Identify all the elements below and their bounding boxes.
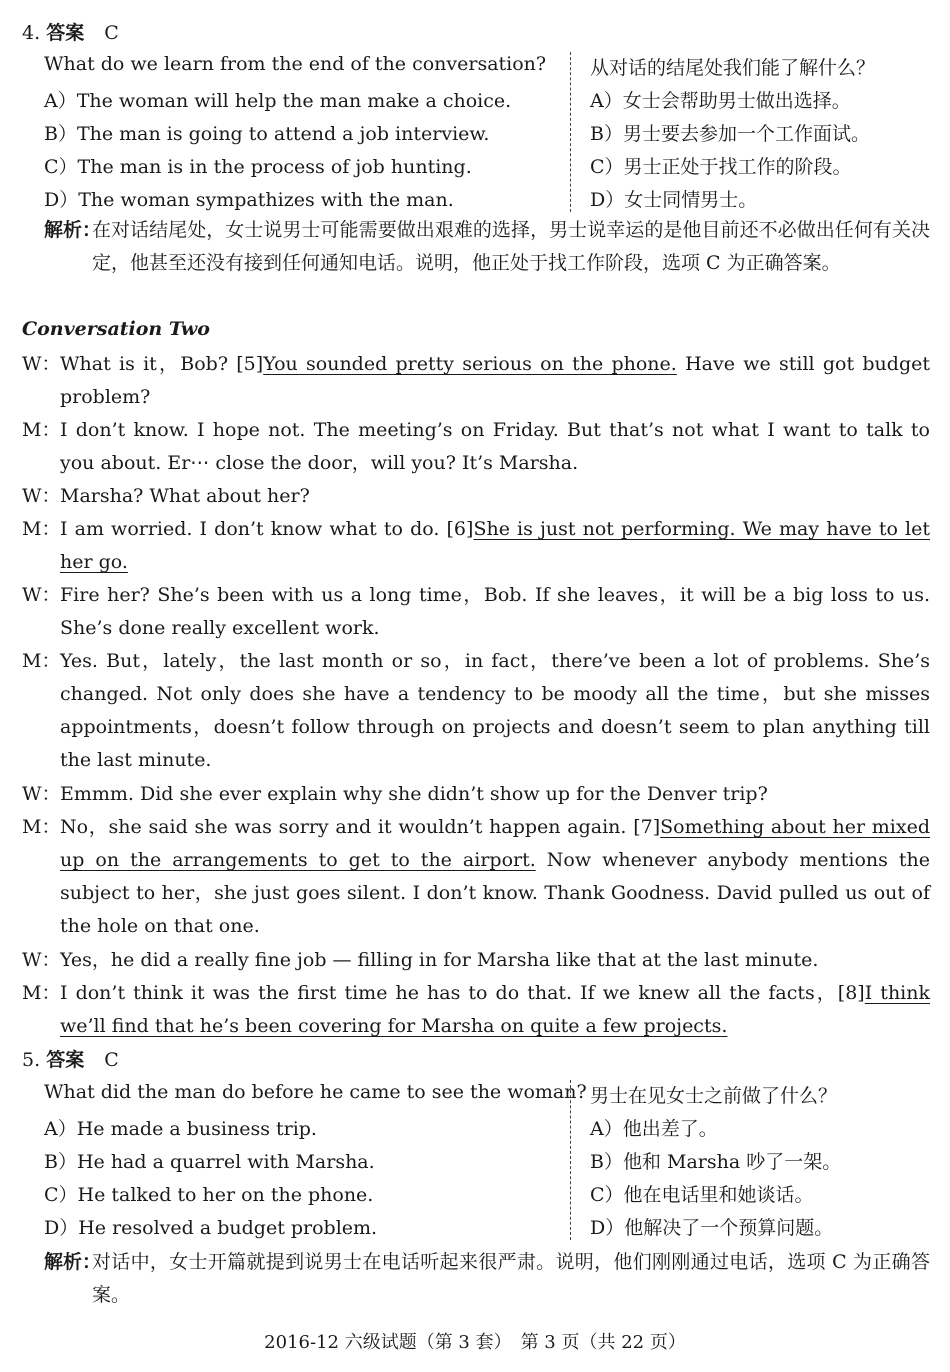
turn-text	[22, 778, 930, 811]
turn-text-plain: No，she said she was sorry and it wouldn’t happen again. [7]	[60, 816, 661, 838]
turn-text-plain: Yes，he did a really fine job — filling in for Marsha like that at the last minute.	[60, 949, 819, 971]
q4-explanation-text: 在对话结尾处，女士说男士可能需要做出艰难的选择，男士说幸运的是他目前还不必做出任何有关决定，他甚至还没有接到任何通知电话。说明，他正处于找工作阶段，选项 C 为正确答案。	[92, 219, 930, 274]
turn-text-plain-after: Now whenever anybody mentions the subject to her，she just goes silent. I don’t know. Thank Goodness. David pulled us out of the hole on that one.	[60, 849, 930, 937]
turn-text	[22, 513, 930, 579]
q4-column-divider	[570, 52, 571, 212]
dialogue-turn	[22, 348, 930, 414]
q4-option-b-en: B）The man is going to attend a job interview.	[44, 123, 490, 145]
q4-option-c-cn: C）男士正处于找工作的阶段。	[590, 156, 852, 178]
turn-text-plain: Fire her? She’s been with us a long time，Bob. If she leaves，it will be a big loss to us. She’s done really excellent work.	[60, 584, 930, 639]
q5-option-c-en: C）He talked to her on the phone.	[44, 1184, 374, 1206]
q5-option-b-cn: B）他和 Marsha 吵了一架。	[590, 1151, 842, 1173]
q4-answer-label: 答案	[46, 22, 85, 44]
q5-explanation	[44, 1246, 930, 1312]
speaker-label: M：	[22, 650, 61, 672]
turn-text	[22, 645, 930, 777]
turn-text-plain-after: Have we still got budget problem?	[60, 353, 930, 408]
q4-answer: C	[104, 22, 119, 44]
q5-option-d-cn: D）他解决了一个预算问题。	[590, 1217, 834, 1239]
conversation-title: Conversation Two	[22, 318, 210, 340]
q4-explanation-label: 解析：	[44, 219, 102, 241]
q4-option-d-en: D）The woman sympathizes with the man.	[44, 189, 454, 211]
q4-explanation	[44, 214, 930, 280]
turn-text	[22, 414, 930, 480]
dialogue-turn	[22, 645, 930, 777]
q4-option-c-en: C）The man is in the process of job hunting.	[44, 156, 472, 178]
q4-question-en: What do we learn from the end of the conversation?	[44, 53, 547, 75]
q4-option-d-cn: D）女士同情男士。	[590, 189, 758, 211]
turn-text-underlined: Something about her mixed up on the arrangements to get to the airport.	[60, 816, 931, 871]
q5-answer: C	[104, 1049, 119, 1071]
speaker-label: W：	[22, 485, 61, 507]
speaker-label: W：	[22, 949, 61, 971]
dialogue-turn	[22, 513, 930, 579]
turn-text-plain: I don’t know. I hope not. The meeting’s on Friday. But that’s not what I want to talk to you about. Er⋯ close the door，will you? It’s Marsha.	[60, 419, 930, 474]
q4-question-cn: 从对话的结尾处我们能了解什么？	[590, 57, 876, 79]
turn-text-plain: I am worried. I don’t know what to do. [6]	[60, 518, 474, 540]
speaker-label: M：	[22, 518, 61, 540]
speaker-label: M：	[22, 419, 61, 441]
q5-option-b-en: B）He had a quarrel with Marsha.	[44, 1151, 375, 1173]
q5-question-en: What did the man do before he came to see the woman?	[44, 1081, 587, 1103]
q5-option-d-en: D）He resolved a budget problem.	[44, 1217, 378, 1239]
dialogue-turn	[22, 977, 930, 1043]
turn-text-plain: Emmm. Did she ever explain why she didn’t show up for the Denver trip?	[60, 783, 768, 805]
turn-text-underlined: She is just not performing. We may have to let her go.	[60, 518, 930, 573]
dialogue-turn	[22, 811, 930, 943]
q5-option-c-cn: C）他在电话里和她谈话。	[590, 1184, 814, 1206]
turn-text-underlined: You sounded pretty serious on the phone.	[263, 353, 677, 375]
turn-text	[22, 944, 930, 977]
q5-option-a-cn: A）他出差了。	[590, 1118, 718, 1140]
dialogue-turn	[22, 944, 930, 977]
turn-text-plain: What is it，Bob? [5]	[60, 353, 264, 375]
q5-number: 5.	[22, 1049, 41, 1071]
q5-question-cn: 男士在见女士之前做了什么？	[590, 1085, 838, 1107]
q4-option-b-cn: B）男士要去参加一个工作面试。	[590, 123, 870, 145]
page-footer: 2016-12 六级试题（第 3 套） 第 3 页（共 22 页）	[264, 1332, 686, 1353]
speaker-label: W：	[22, 584, 61, 606]
turn-text	[22, 811, 930, 943]
turn-text	[22, 579, 930, 645]
q5-explanation-label: 解析：	[44, 1251, 102, 1273]
q5-answer-label: 答案	[46, 1049, 85, 1071]
dialogue-turn	[22, 414, 930, 480]
speaker-label: W：	[22, 353, 61, 375]
speaker-label: M：	[22, 982, 61, 1004]
q4-number: 4.	[22, 22, 41, 44]
q5-explanation-text: 对话中，女士开篇就提到说男士在电话听起来很严肃。说明，他们刚刚通过电话，选项 C 为正确答案。	[92, 1251, 930, 1306]
dialogue-turn	[22, 579, 930, 645]
turn-text	[22, 977, 930, 1043]
turn-text	[22, 480, 930, 513]
q4-option-a-en: A）The woman will help the man make a choice.	[44, 90, 512, 112]
dialogue-turn	[22, 480, 930, 513]
dialogue-turn	[22, 778, 930, 811]
q4-header	[22, 18, 119, 45]
speaker-label: M：	[22, 816, 61, 838]
turn-text-plain: Marsha? What about her?	[60, 485, 310, 507]
q5-option-a-en: A）He made a business trip.	[44, 1118, 317, 1140]
q4-option-a-cn: A）女士会帮助男士做出选择。	[590, 90, 851, 112]
q5-column-divider	[570, 1080, 571, 1240]
speaker-label: W：	[22, 783, 61, 805]
turn-text-underlined: I think we’ll find that he’s been covering for Marsha on quite a few projects.	[60, 982, 931, 1037]
turn-text-plain: Yes. But，lately，the last month or so，in fact，there’ve been a lot of problems. She’s changed. Not only does she have a tendency to be moody all the time，but she misses appointments，doesn’t follow through on projects and doesn’t seem to plan anything till the last minute.	[60, 650, 930, 771]
q5-header	[22, 1045, 119, 1072]
turn-text-plain: I don’t think it was the first time he has to do that. If we knew all the facts，[8]	[60, 982, 865, 1004]
turn-text	[22, 348, 930, 414]
